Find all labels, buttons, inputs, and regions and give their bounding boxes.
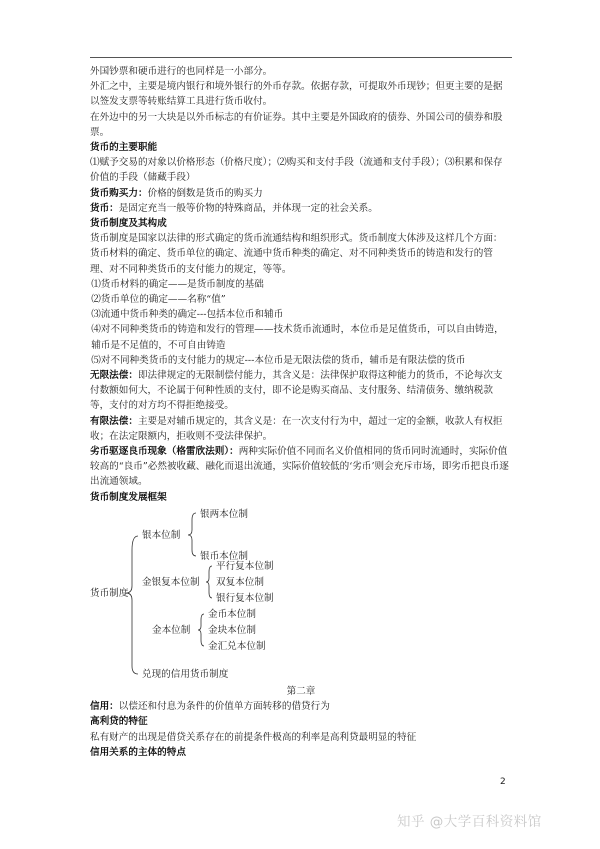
page-content bbox=[90, 64, 512, 760]
framework-bimetallic-standard: 金银复本位制 bbox=[142, 576, 200, 588]
framework-leaf: 银币本位制 bbox=[200, 550, 248, 562]
list-item: ⑵货币单位的确定——名称“值” bbox=[91, 294, 226, 306]
framework-leaf: 金汇兑本位制 bbox=[208, 640, 266, 652]
header-rule bbox=[90, 57, 512, 58]
list-item: ⑸对不同种类货币的支付能力的规定---本位币是无限法偿的货币，辅币是有限法偿的货币 bbox=[91, 354, 466, 366]
section-heading: 货币制度发展框架 bbox=[90, 491, 167, 503]
paragraph: 私有财产的出现是借贷关系存在的前提条件极高的利率是高利贷最明显的特征 bbox=[90, 731, 417, 743]
watermark: 知乎 @大学百科资料馆 bbox=[397, 814, 542, 830]
list-item: ⑴货币材料的确定——是货币制度的基础 bbox=[91, 278, 264, 290]
paragraph: 货币制度是国家以法律的形式确定的货币流通结构和组织形式。货币制度大体涉及这样几个方面：货币材料的确定、货币单位的确定、流通中货币种类的确定、对不同种类货币的铸造和发行的管理、对不同种类货币的支付能力的规定，等等。 bbox=[90, 233, 503, 275]
monetary-system-framework-diagram bbox=[90, 506, 512, 682]
framework-leaf: 平行复本位制 bbox=[216, 560, 274, 572]
framework-leaf: 银行复本位制 bbox=[216, 592, 274, 604]
paragraph: 外汇之中，主要是境内银行和境外银行的外币存款。依据存款，可提取外币现钞；但更主要的是据以签发支票等转账结算工具进行货币收付。 bbox=[90, 81, 503, 108]
definition-purchasing-power: 货币购买力：价格的倒数是货币的购买力 bbox=[90, 187, 263, 199]
definition-unlimited-legal-tender: 无限法偿：即法律规定的无限制偿付能力，其含义是：法律保护取得这种能力的货币，不论每次支付数额如何大，不论属于何种性质的支付，即不论是购买商品、支付服务、结清债务、缴纳税款等，支付的对方均不得拒绝接受。 bbox=[90, 370, 503, 412]
section-heading: 信用关系的主体的特点 bbox=[90, 746, 186, 758]
list-item: ⑶流通中货币种类的确定---包括本位币和辅币 bbox=[91, 309, 284, 321]
framework-leaf: 双复本位制 bbox=[216, 576, 264, 588]
paragraph: 外国钞票和硬币进行的也同样是一小部分。 bbox=[90, 66, 273, 77]
paragraph: 在外边中的另一大块是以外币标志的有价证券。其中主要是外国政府的债券、外国公司的债券和股票。 bbox=[90, 111, 503, 138]
framework-leaf: 金币本位制 bbox=[208, 608, 256, 620]
chapter-title: 第二章 bbox=[286, 685, 316, 697]
definition-credit: 信用：以偿还和付息为条件的价值单方面转移的借贷行为 bbox=[90, 701, 330, 713]
definition-gresham-law: 劣币驱逐良币现象（格雷欣法则）：两种实际价值不同而名义价值相同的货币同时流通时，实际价值较高的“良币”必然被收藏、融化而退出流通，实际价值较低的‘劣币’则会充斥市场，即劣币把良币逐出流通领域。 bbox=[90, 446, 509, 488]
section-heading: 货币制度及其构成 bbox=[90, 218, 167, 230]
framework-silver-standard: 银本位制 bbox=[142, 529, 181, 541]
framework-leaf: 银两本位制 bbox=[200, 508, 248, 520]
framework-leaf: 金块本位制 bbox=[208, 624, 256, 636]
definition-limited-legal-tender: 有限法偿：主要是对辅币规定的，其含义是：在一次支付行为中，超过一定的金额，收款人有权拒收；在法定限额内，拒收则不受法律保护。 bbox=[90, 415, 503, 442]
framework-gold-standard: 金本位制 bbox=[152, 624, 191, 636]
definition-money: 货币：是固定充当一般等价物的特殊商品，并体现一定的社会关系。 bbox=[90, 202, 378, 214]
section-heading: 高利贷的特征 bbox=[90, 716, 148, 728]
framework-credit-currency: 兑现的信用货币制度 bbox=[142, 668, 229, 680]
page-number: 2 bbox=[500, 777, 506, 787]
paragraph: ⑴赋予交易的对象以价格形态（价格尺度）；⑵购买和支付手段（流通和支付手段）；⑶积累和保存价值的手段（储藏手段） bbox=[90, 157, 503, 184]
section-heading: 货币的主要职能 bbox=[90, 142, 158, 154]
framework-root: 货币制度 bbox=[90, 587, 129, 599]
list-item: ⑷对不同种类货币的铸造和发行的管理——技术货币流通时，本位币是足值货币，可以自由铸造，辅币是不足值的，不可自由铸造 bbox=[91, 324, 504, 351]
